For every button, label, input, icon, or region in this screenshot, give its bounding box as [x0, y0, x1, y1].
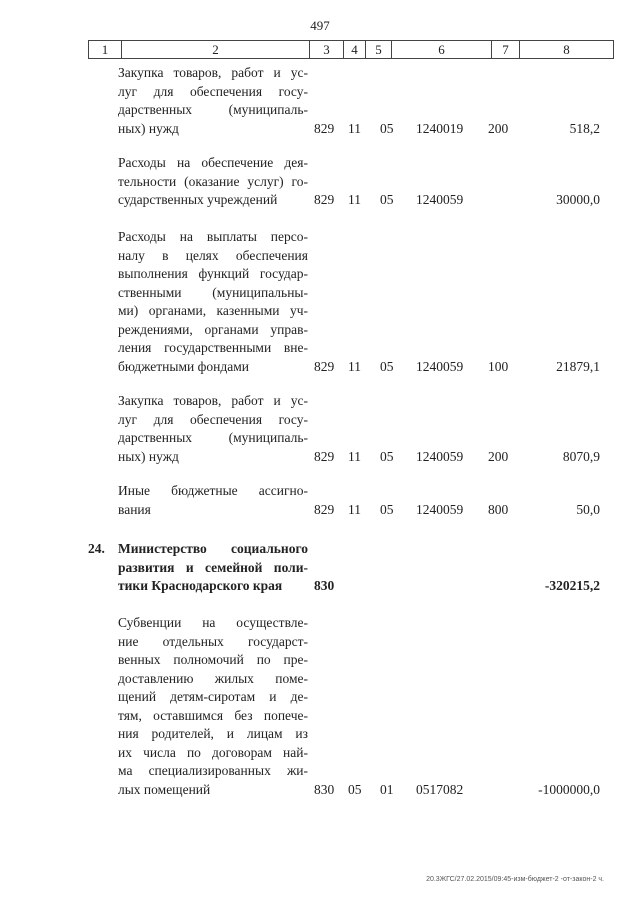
row-description [118, 482, 308, 519]
description-line: вания [118, 501, 151, 517]
cell-c7: 800 [488, 501, 509, 517]
cell-c5: 05 [380, 192, 394, 207]
cell-c6: 1240059 [416, 448, 464, 464]
cell-c6: 1240059 [416, 501, 464, 517]
header-col-8: 8 [519, 41, 613, 58]
table-row [0, 482, 640, 519]
description-line: щений детям-сиротам и де- [118, 689, 308, 704]
row-number: 24. [88, 541, 105, 556]
cell-c5: 01 [380, 781, 394, 797]
cell-c8: 30000,0 [556, 192, 600, 207]
description-line: ми) органами, казенными уч- [118, 303, 308, 318]
header-col-6: 6 [391, 41, 491, 58]
description-line: луг для обеспечения госу- [118, 83, 308, 99]
cell-c8: 518,2 [569, 120, 600, 136]
description-line: дарственных (муниципаль- [118, 430, 308, 445]
cell-c8: 50,0 [576, 501, 600, 517]
description-line: бюджетными фондами [118, 358, 249, 374]
description-line: ния родителей, и лицам из [118, 726, 308, 741]
cell-c3: 829 [314, 501, 335, 517]
cell-c8: 21879,1 [556, 358, 600, 374]
row-description [118, 228, 308, 376]
cell-c3: 830 [314, 781, 335, 797]
description-line: развития и семейной поли- [118, 559, 308, 575]
cell-c6: 0517082 [416, 781, 464, 797]
cell-c5: 05 [380, 448, 394, 464]
description-line: ма специализированных жи- [118, 763, 308, 778]
table-row [0, 392, 640, 466]
description-line: луг для обеспечения госу- [118, 411, 308, 427]
description-line: ных) нужд [118, 120, 179, 136]
description-line: Расходы на обеспечение дея- [118, 155, 308, 170]
cell-c5: 05 [380, 358, 394, 374]
description-line: Министерство социального [118, 541, 308, 556]
cell-c8: 8070,9 [562, 448, 600, 464]
cell-c7: 200 [488, 120, 509, 136]
cell-c8: -1000000,0 [538, 781, 600, 797]
table-row [0, 64, 640, 138]
header-col-5: 5 [365, 41, 391, 58]
cell-c7: 200 [488, 448, 509, 464]
description-line: Закупка товаров, работ и ус- [118, 65, 308, 80]
table-row [0, 614, 640, 799]
header-col-7: 7 [491, 41, 519, 58]
cell-c3: 830 [314, 578, 335, 593]
description-line: Расходы на выплаты персо- [118, 229, 308, 244]
footer-code: 20.3ЖГС/27.02.2015/09:45-изм-бюджет-2 -от-закон-2 ч. [426, 876, 604, 883]
description-line: ственными (муниципальны- [118, 284, 308, 300]
description-line: Субвенции на осуществле- [118, 615, 308, 630]
description-line: тики Краснодарского края [118, 578, 283, 593]
description-line: реждениями, органами управ- [118, 321, 308, 337]
cell-c6: 1240059 [416, 192, 464, 207]
cell-c3: 829 [314, 120, 335, 136]
page-number: 497 [310, 18, 330, 33]
cell-c6: 1240059 [416, 358, 464, 374]
description-line: сударственных учреждений [118, 192, 278, 207]
header-col-2: 2 [121, 41, 309, 58]
description-line: выполнения функций государ- [118, 266, 308, 281]
cell-c7: 100 [488, 358, 509, 374]
description-line: налу в целях обеспечения [118, 247, 308, 263]
table-row [0, 540, 640, 596]
cell-c8: -320215,2 [544, 578, 600, 593]
cell-c5: 05 [380, 501, 394, 517]
row-description [118, 392, 308, 466]
header-col-4: 4 [343, 41, 365, 58]
row-description [118, 614, 308, 799]
description-line: их числа по договорам най- [118, 744, 308, 760]
description-line: лых помещений [118, 781, 211, 797]
description-line: ние отдельных государст- [118, 633, 308, 649]
row-description [118, 64, 308, 138]
description-line: ления государственными вне- [118, 340, 308, 355]
cell-c6: 1240019 [416, 120, 464, 136]
description-line: ных) нужд [118, 448, 179, 464]
cell-c3: 829 [314, 358, 335, 374]
description-line: тельности (оказание услуг) го- [118, 173, 308, 189]
cell-c5: 05 [380, 120, 394, 136]
description-line: доставлению жилых поме- [118, 670, 308, 686]
cell-c4: 11 [348, 358, 361, 374]
cell-c4: 11 [348, 120, 361, 136]
cell-c4: 11 [348, 448, 361, 464]
cell-c3: 829 [314, 448, 335, 464]
table-row [0, 228, 640, 376]
description-line: дарственных (муниципаль- [118, 102, 308, 117]
description-line: венных полномочий по пре- [118, 652, 308, 667]
cell-c4: 11 [348, 501, 361, 517]
description-line: Иные бюджетные ассигно- [118, 483, 308, 498]
row-description [118, 154, 308, 210]
header-col-3: 3 [309, 41, 343, 58]
cell-c3: 829 [314, 192, 335, 207]
description-line: тям, оставшимся без попече- [118, 707, 308, 723]
table-row [0, 154, 640, 210]
description-line: Закупка товаров, работ и ус- [118, 393, 308, 408]
table-header [88, 40, 614, 59]
cell-c4: 05 [348, 781, 362, 797]
cell-c4: 11 [348, 192, 361, 207]
header-col-1: 1 [101, 42, 109, 57]
row-description [118, 540, 308, 596]
